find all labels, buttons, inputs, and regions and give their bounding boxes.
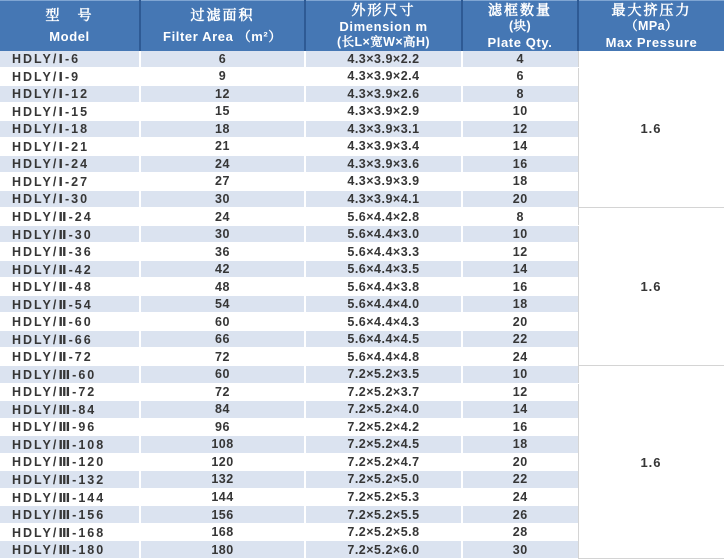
dimension-cell: 4.3×3.9×2.9 xyxy=(305,103,462,121)
dimension-cell: 5.6×4.4×4.3 xyxy=(305,313,462,331)
plate-qty-cell: 24 xyxy=(462,488,578,506)
filter-area-cell: 168 xyxy=(140,523,305,541)
filter-area-cell: 180 xyxy=(140,541,305,559)
filter-area-cell: 66 xyxy=(140,330,305,348)
dimension-cell: 4.3×3.9×3.9 xyxy=(305,173,462,191)
plate-qty-header-unit: (块) xyxy=(508,18,532,33)
col-header-filter-area xyxy=(140,1,305,51)
filter-area-cell: 21 xyxy=(140,138,305,156)
filter-area-cell: 48 xyxy=(140,278,305,296)
plate-qty-cell: 10 xyxy=(462,366,578,384)
filter-area-cell: 42 xyxy=(140,260,305,278)
table-body xyxy=(0,51,724,559)
filter-area-cell: 108 xyxy=(140,436,305,454)
filter-area-cell: 24 xyxy=(140,208,305,226)
model-cell: HDLY/Ⅱ-30 xyxy=(0,225,140,243)
plate-qty-header-zh: 滤框数量 xyxy=(488,1,552,18)
plate-qty-cell: 6 xyxy=(462,67,578,85)
filter-area-cell: 96 xyxy=(140,418,305,436)
plate-qty-header-en: Plate Qty. xyxy=(487,34,553,50)
plate-qty-cell: 14 xyxy=(462,401,578,419)
dimension-cell: 4.3×3.9×2.6 xyxy=(305,85,462,103)
dimension-cell: 7.2×5.2×4.5 xyxy=(305,436,462,454)
model-cell: HDLY/Ⅲ-168 xyxy=(0,523,140,541)
model-cell: HDLY/Ⅱ-54 xyxy=(0,295,140,313)
dimension-cell: 5.6×4.4×3.5 xyxy=(305,260,462,278)
model-header-zh: 型 号 xyxy=(45,7,94,24)
model-cell: HDLY/Ⅱ-48 xyxy=(0,278,140,296)
dimension-cell: 7.2×5.2×3.7 xyxy=(305,383,462,401)
filter-area-cell: 144 xyxy=(140,488,305,506)
filter-area-cell: 54 xyxy=(140,295,305,313)
filter-area-cell: 24 xyxy=(140,155,305,173)
dimension-cell: 5.6×4.4×4.5 xyxy=(305,330,462,348)
model-cell: HDLY/Ⅰ-6 xyxy=(0,51,140,68)
plate-qty-cell: 30 xyxy=(462,541,578,559)
filter-area-header-en: Filter Area （m²） xyxy=(163,29,282,45)
model-header-en: Model xyxy=(49,29,90,45)
dimension-cell: 7.2×5.2×4.2 xyxy=(305,418,462,436)
model-cell: HDLY/Ⅰ-15 xyxy=(0,103,140,121)
plate-qty-cell: 22 xyxy=(462,471,578,489)
filter-area-cell: 6 xyxy=(140,51,305,68)
model-cell: HDLY/Ⅱ-42 xyxy=(0,260,140,278)
model-cell: HDLY/Ⅰ-27 xyxy=(0,173,140,191)
plate-qty-cell: 12 xyxy=(462,120,578,138)
filter-area-cell: 9 xyxy=(140,67,305,85)
dimension-cell: 7.2×5.2×4.7 xyxy=(305,453,462,471)
model-cell: HDLY/Ⅲ-180 xyxy=(0,541,140,559)
dimension-cell: 4.3×3.9×2.2 xyxy=(305,51,462,68)
table-row xyxy=(0,208,724,226)
table-row xyxy=(0,366,724,384)
model-cell: HDLY/Ⅰ-9 xyxy=(0,67,140,85)
plate-qty-cell: 18 xyxy=(462,295,578,313)
dimension-cell: 7.2×5.2×6.0 xyxy=(305,541,462,559)
dimension-header-en: Dimension m xyxy=(339,18,428,34)
dimension-header-sub: (长L×宽W×高H) xyxy=(337,34,430,49)
filter-area-cell: 72 xyxy=(140,383,305,401)
model-cell: HDLY/Ⅲ-72 xyxy=(0,383,140,401)
plate-qty-cell: 16 xyxy=(462,155,578,173)
filter-area-cell: 120 xyxy=(140,453,305,471)
model-cell: HDLY/Ⅱ-24 xyxy=(0,208,140,226)
plate-qty-cell: 20 xyxy=(462,313,578,331)
dimension-cell: 7.2×5.2×5.0 xyxy=(305,471,462,489)
plate-qty-cell: 24 xyxy=(462,348,578,366)
filter-area-cell: 156 xyxy=(140,506,305,524)
model-cell: HDLY/Ⅰ-12 xyxy=(0,85,140,103)
dimension-cell: 5.6×4.4×3.8 xyxy=(305,278,462,296)
model-cell: HDLY/Ⅲ-60 xyxy=(0,366,140,384)
plate-qty-cell: 10 xyxy=(462,225,578,243)
model-cell: HDLY/Ⅲ-84 xyxy=(0,401,140,419)
dimension-cell: 4.3×3.9×3.6 xyxy=(305,155,462,173)
table-row xyxy=(0,51,724,68)
dimension-cell: 7.2×5.2×4.0 xyxy=(305,401,462,419)
plate-qty-cell: 8 xyxy=(462,208,578,226)
plate-qty-cell: 16 xyxy=(462,278,578,296)
dimension-cell: 4.3×3.9×4.1 xyxy=(305,190,462,208)
max-pressure-cell: 1.6 xyxy=(578,366,724,559)
model-cell: HDLY/Ⅱ-36 xyxy=(0,243,140,261)
model-cell: HDLY/Ⅲ-96 xyxy=(0,418,140,436)
filter-area-cell: 60 xyxy=(140,366,305,384)
plate-qty-cell: 18 xyxy=(462,173,578,191)
col-header-plate-qty xyxy=(462,1,578,51)
model-cell: HDLY/Ⅱ-66 xyxy=(0,330,140,348)
filter-area-cell: 84 xyxy=(140,401,305,419)
filter-area-cell: 27 xyxy=(140,173,305,191)
plate-qty-cell: 4 xyxy=(462,51,578,68)
dimension-cell: 5.6×4.4×3.0 xyxy=(305,225,462,243)
plate-qty-cell: 18 xyxy=(462,436,578,454)
filter-area-cell: 15 xyxy=(140,103,305,121)
model-cell: HDLY/Ⅱ-60 xyxy=(0,313,140,331)
dimension-cell: 4.3×3.9×2.4 xyxy=(305,67,462,85)
model-cell: HDLY/Ⅲ-132 xyxy=(0,471,140,489)
dimension-cell: 7.2×5.2×5.5 xyxy=(305,506,462,524)
col-header-model xyxy=(0,1,140,51)
dimension-cell: 5.6×4.4×4.0 xyxy=(305,295,462,313)
dimension-cell: 7.2×5.2×5.3 xyxy=(305,488,462,506)
plate-qty-cell: 20 xyxy=(462,453,578,471)
plate-qty-cell: 20 xyxy=(462,190,578,208)
header-row xyxy=(0,1,724,51)
filter-area-cell: 60 xyxy=(140,313,305,331)
model-cell: HDLY/Ⅰ-24 xyxy=(0,155,140,173)
filter-area-cell: 30 xyxy=(140,190,305,208)
filter-area-cell: 30 xyxy=(140,225,305,243)
model-cell: HDLY/Ⅱ-72 xyxy=(0,348,140,366)
plate-qty-cell: 8 xyxy=(462,85,578,103)
filter-area-cell: 18 xyxy=(140,120,305,138)
dimension-cell: 5.6×4.4×2.8 xyxy=(305,208,462,226)
plate-qty-cell: 10 xyxy=(462,103,578,121)
col-header-max-pressure xyxy=(578,1,724,51)
filter-area-cell: 72 xyxy=(140,348,305,366)
model-cell: HDLY/Ⅲ-156 xyxy=(0,506,140,524)
max-pressure-cell: 1.6 xyxy=(578,51,724,208)
model-cell: HDLY/Ⅲ-120 xyxy=(0,453,140,471)
model-cell: HDLY/Ⅰ-30 xyxy=(0,190,140,208)
max-pressure-cell: 1.6 xyxy=(578,208,724,366)
dimension-header-zh: 外形尺寸 xyxy=(351,1,416,18)
max-pressure-header-unit: （MPa） xyxy=(625,18,678,33)
model-cell: HDLY/Ⅰ-21 xyxy=(0,138,140,156)
table-header xyxy=(0,1,724,51)
filter-area-cell: 12 xyxy=(140,85,305,103)
max-pressure-header-en: Max Pressure xyxy=(605,34,698,50)
plate-qty-cell: 22 xyxy=(462,330,578,348)
plate-qty-cell: 26 xyxy=(462,506,578,524)
filter-area-header-zh: 过滤面积 xyxy=(190,7,255,24)
model-cell: HDLY/Ⅰ-18 xyxy=(0,120,140,138)
plate-qty-cell: 12 xyxy=(462,243,578,261)
dimension-cell: 5.6×4.4×3.3 xyxy=(305,243,462,261)
plate-qty-cell: 12 xyxy=(462,383,578,401)
plate-qty-cell: 14 xyxy=(462,260,578,278)
model-cell: HDLY/Ⅲ-108 xyxy=(0,436,140,454)
model-cell: HDLY/Ⅲ-144 xyxy=(0,488,140,506)
dimension-cell: 7.2×5.2×5.8 xyxy=(305,523,462,541)
plate-qty-cell: 16 xyxy=(462,418,578,436)
plate-qty-cell: 28 xyxy=(462,523,578,541)
max-pressure-header-zh: 最大挤压力 xyxy=(611,1,692,18)
dimension-cell: 7.2×5.2×3.5 xyxy=(305,366,462,384)
col-header-dimension xyxy=(305,1,462,51)
plate-qty-cell: 14 xyxy=(462,138,578,156)
dimension-cell: 4.3×3.9×3.4 xyxy=(305,138,462,156)
filter-area-cell: 36 xyxy=(140,243,305,261)
dimension-cell: 5.6×4.4×4.8 xyxy=(305,348,462,366)
filter-area-cell: 132 xyxy=(140,471,305,489)
dimension-cell: 4.3×3.9×3.1 xyxy=(305,120,462,138)
